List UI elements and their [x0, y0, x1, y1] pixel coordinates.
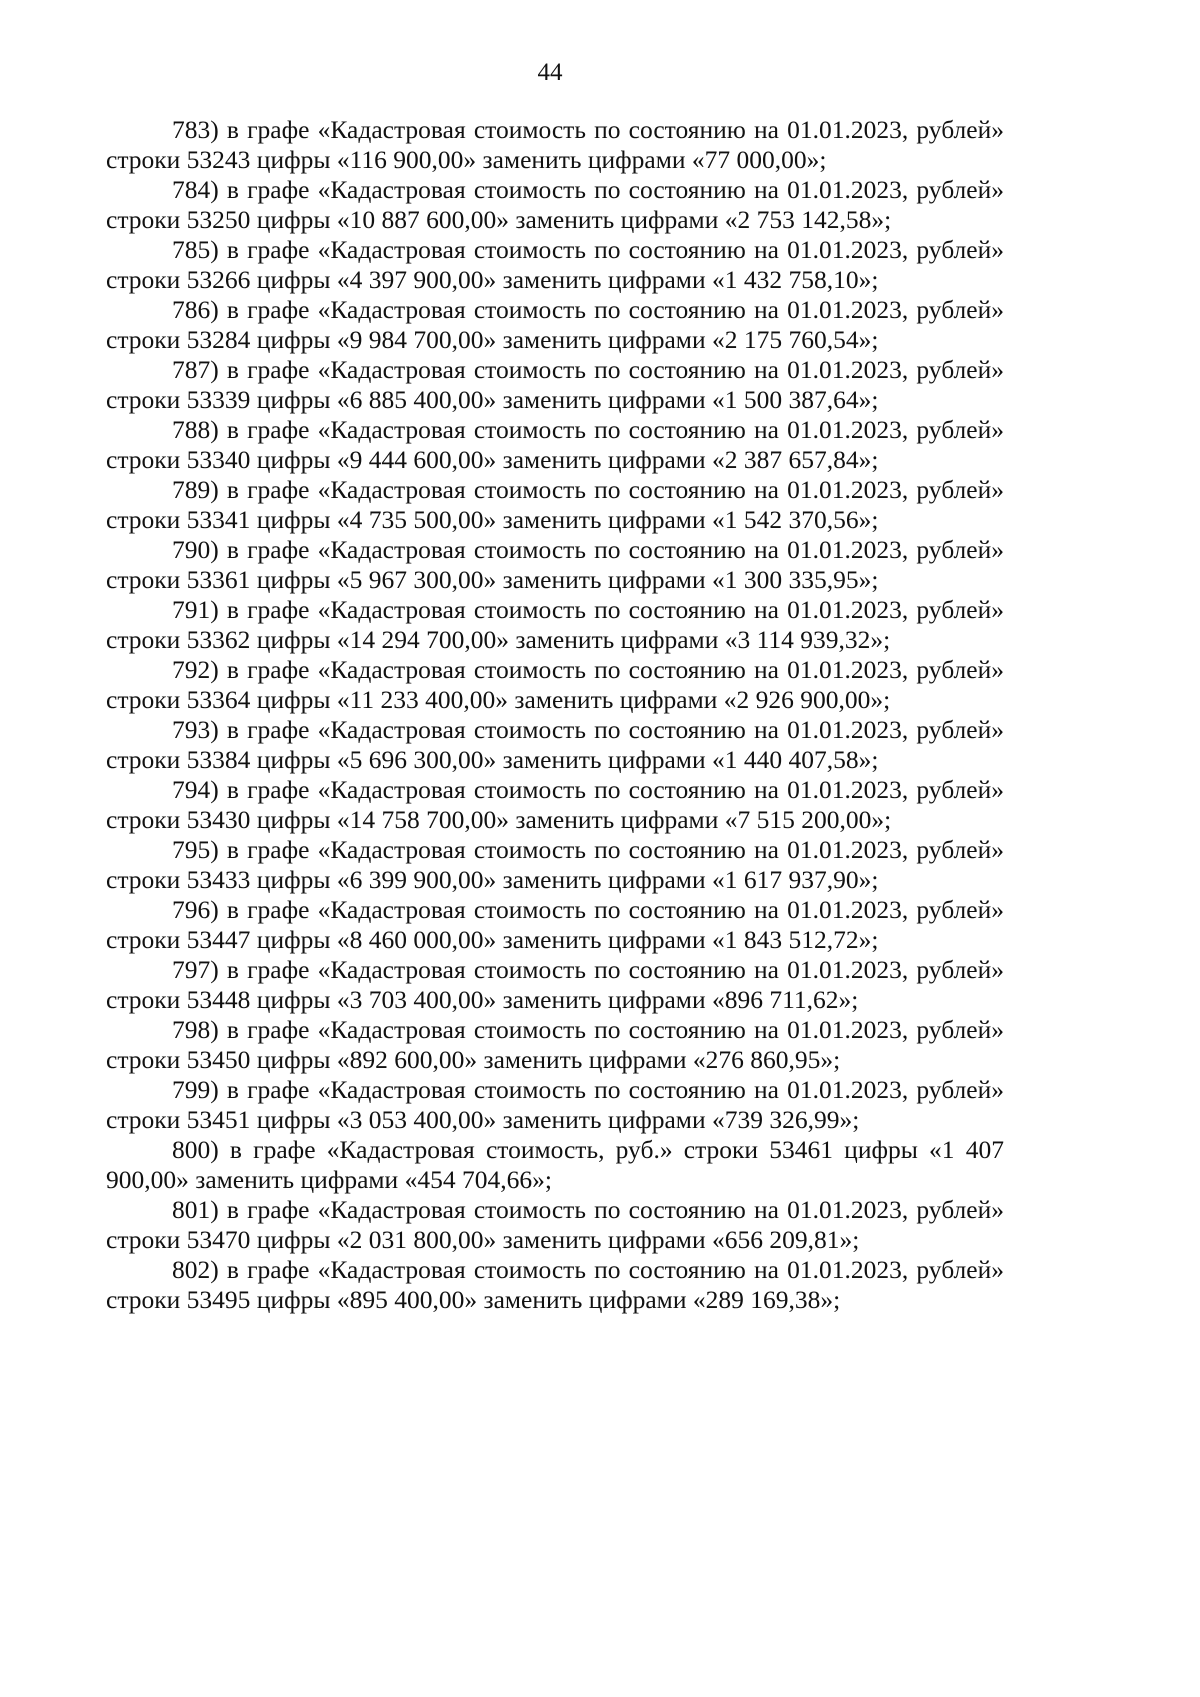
amendment-item: 785) в графе «Кадастровая стоимость по состоянию на 01.01.2023, рублей» строки 53266 цифры «4 397 900,00» заменить цифрами «1 432 758,10»; [106, 235, 1004, 294]
amendment-item: 788) в графе «Кадастровая стоимость по состоянию на 01.01.2023, рублей» строки 53340 цифры «9 444 600,00» заменить цифрами «2 387 657,84»; [106, 415, 1004, 474]
amendment-item: 791) в графе «Кадастровая стоимость по состоянию на 01.01.2023, рублей» строки 53362 цифры «14 294 700,00» заменить цифрами «3 114 939,32»; [106, 595, 1004, 654]
amendment-item: 784) в графе «Кадастровая стоимость по состоянию на 01.01.2023, рублей» строки 53250 цифры «10 887 600,00» заменить цифрами «2 753 142,58»; [106, 175, 1004, 234]
amendment-item: 790) в графе «Кадастровая стоимость по состоянию на 01.01.2023, рублей» строки 53361 цифры «5 967 300,00» заменить цифрами «1 300 335,95»; [106, 535, 1004, 594]
amendment-item: 783) в графе «Кадастровая стоимость по состоянию на 01.01.2023, рублей» строки 53243 цифры «116 900,00» заменить цифрами «77 000,00»; [106, 115, 1004, 174]
page-number: 44 [537, 59, 563, 86]
amendment-item: 801) в графе «Кадастровая стоимость по состоянию на 01.01.2023, рублей» строки 53470 цифры «2 031 800,00» заменить цифрами «656 209,81»; [106, 1195, 1004, 1254]
amendment-item: 787) в графе «Кадастровая стоимость по состоянию на 01.01.2023, рублей» строки 53339 цифры «6 885 400,00» заменить цифрами «1 500 387,64»; [106, 355, 1004, 414]
amendment-item: 792) в графе «Кадастровая стоимость по состоянию на 01.01.2023, рублей» строки 53364 цифры «11 233 400,00» заменить цифрами «2 926 900,00»; [106, 655, 1004, 714]
amendment-item: 796) в графе «Кадастровая стоимость по состоянию на 01.01.2023, рублей» строки 53447 цифры «8 460 000,00» заменить цифрами «1 843 512,72»; [106, 895, 1004, 954]
amendment-item: 799) в графе «Кадастровая стоимость по состоянию на 01.01.2023, рублей» строки 53451 цифры «3 053 400,00» заменить цифрами «739 326,99»; [106, 1075, 1004, 1134]
amendment-item: 802) в графе «Кадастровая стоимость по состоянию на 01.01.2023, рублей» строки 53495 цифры «895 400,00» заменить цифрами «289 169,38»; [106, 1255, 1004, 1314]
amendment-item: 798) в графе «Кадастровая стоимость по состоянию на 01.01.2023, рублей» строки 53450 цифры «892 600,00» заменить цифрами «276 860,95»; [106, 1015, 1004, 1074]
amendment-item: 794) в графе «Кадастровая стоимость по состоянию на 01.01.2023, рублей» строки 53430 цифры «14 758 700,00» заменить цифрами «7 515 200,00»; [106, 775, 1004, 834]
amendment-item: 795) в графе «Кадастровая стоимость по состоянию на 01.01.2023, рублей» строки 53433 цифры «6 399 900,00» заменить цифрами «1 617 937,90»; [106, 835, 1004, 894]
amendment-item: 797) в графе «Кадастровая стоимость по состоянию на 01.01.2023, рублей» строки 53448 цифры «3 703 400,00» заменить цифрами «896 711,62»; [106, 955, 1004, 1014]
amendment-item: 786) в графе «Кадастровая стоимость по состоянию на 01.01.2023, рублей» строки 53284 цифры «9 984 700,00» заменить цифрами «2 175 760,54»; [106, 295, 1004, 354]
amendment-item: 793) в графе «Кадастровая стоимость по состоянию на 01.01.2023, рублей» строки 53384 цифры «5 696 300,00» заменить цифрами «1 440 407,58»; [106, 715, 1004, 774]
amendment-item: 789) в графе «Кадастровая стоимость по состоянию на 01.01.2023, рублей» строки 53341 цифры «4 735 500,00» заменить цифрами «1 542 370,56»; [106, 475, 1004, 534]
amendment-list [106, 115, 1004, 1315]
amendment-item: 800) в графе «Кадастровая стоимость, руб.» строки 53461 цифры «1 407 900,00» заменить цифрами «454 704,66»; [106, 1135, 1004, 1194]
